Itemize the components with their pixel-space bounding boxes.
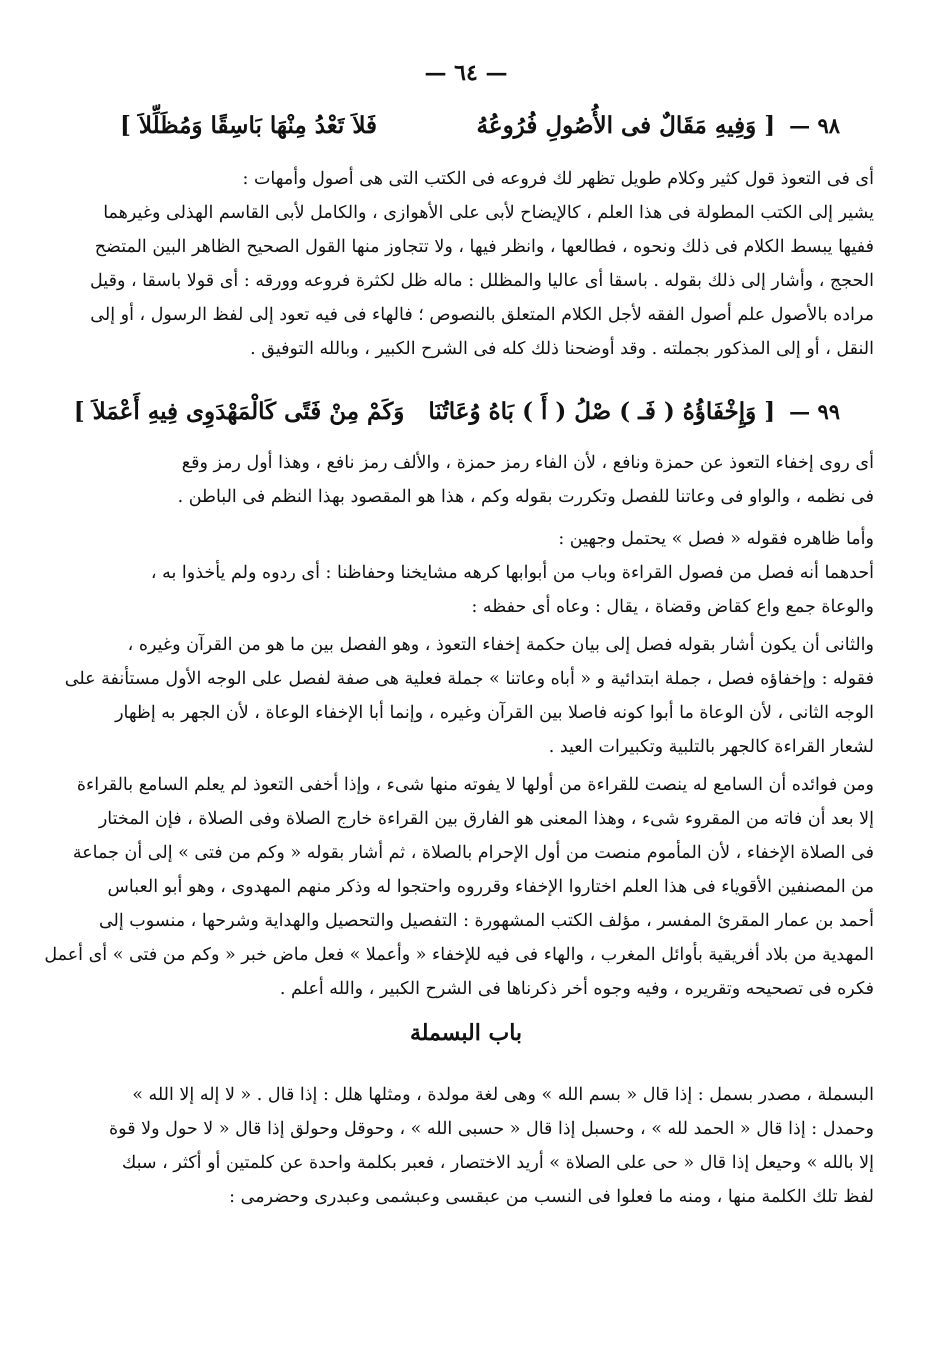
verse-98 (120, 112, 840, 139)
section-heading: باب البسملة (409, 1020, 523, 1046)
text-line: النقل ، أو إلى المذكور بجملته . وقد أوضحنا ذلك كله فى الشرح الكبير ، وبالله التوفيق . (250, 339, 874, 359)
text-line: المهدية من بلاد أفريقية بأوائل المغرب ، والهاء فى فيه للإخفاء « وأعملا » فعل ماض خبر « وكم من فتى » أى أعمل (44, 945, 874, 965)
text-line: من المصنفين الأقوياء فى هذا العلم اختاروا الإخفاء وقرروه واحتجوا له وذكر منهم المهدوى ، وهو أبو العباس (107, 877, 874, 897)
text-line: وأما ظاهره فقوله « فصل » يحتمل وجهين : (558, 529, 874, 549)
text-line: والوعاة جمع واع كقاض وقضاة ، يقال : وعاه أى حفظه : (471, 597, 874, 617)
page-number: — ٦٤ — (424, 60, 508, 86)
verse-hemistich-second: وَكَمْ مِنْ فَتًى كَالْمَهْدَوِى فِيهِ أَعْمَلاَ ] (73, 398, 405, 425)
text-line: الوجه الثانى ، لأن الوعاة ما أبوا كونه فاصلا بين القرآن وغيره ، وإنما أبا الإخفاء الوعاة ، لأن الجهر به إظهار (115, 703, 874, 723)
verse-number: ٩٨ — (789, 113, 840, 138)
text-line: والثانى أن يكون أشار بقوله فصل إلى بيان حكمة إخفاء التعوذ ، وهو الفصل بين ما هو من القرآن وغيره ، (127, 635, 874, 655)
verse-text (74, 398, 775, 425)
text-line: فى الصلاة الإخفاء ، لأن المأموم منصت من أول الإحرام بالصلاة ، ثم أشار بقوله « وكم من فتى » إلى أن جماعة (72, 843, 874, 863)
verse-hemistich-second: فَلاَ تَعْدُ مِنْهَا بَاسِقًا وَمُظَلِّلاَ ] (120, 112, 378, 139)
text-line: أحمد بن عمار المقرئ المفسر ، مؤلف الكتب المشهورة : التفصيل والتحصيل والهداية وشرحها ، منسوب إلى (98, 911, 874, 931)
text-line: أى روى إخفاء التعوذ عن حمزة ونافع ، لأن الفاء رمز حمزة ، والألف رمز نافع ، وهذا أول رمز وقع (181, 453, 874, 473)
commentary-verse-98 (42, 162, 874, 366)
text-line: إلا بالله » وحيعل إذا قال « حى على الصلاة » أريد الاختصار ، فعبر بكلمة واحدة عن كلمتين أو أكثر ، سبك (121, 1153, 874, 1173)
verse-99 (73, 398, 840, 425)
text-line: لفظ تلك الكلمة منها ، ومنه ما فعلوا فى النسب من عبقسى وعبشمى وعبدرى وحضرمى : (229, 1187, 874, 1207)
text-line: ومن فوائده أن السامع له ينصت للقراءة من أولها لا يفوته منها شىء ، وإذا أخفى التعوذ لم يعلم السامع بالقراءة (76, 775, 874, 795)
verse-hemistich-first: [ وَفِيهِ مَقَالٌ فى الأُصُولِ فُرُوعُهُ (476, 112, 776, 139)
apparent-meaning-paragraph (42, 522, 874, 624)
text-line: فكره فى تصحيحه وتقريره ، وفيه وجوه أخر ذكرناها فى الشرح الكبير ، والله أعلم . (279, 979, 874, 999)
text-line: إلا بعد أن فاته من المقروء شىء ، وهذا المعنى هو الفارق بين القراءة خارج الصلاة وفى الصلاة ، فإن المختار (98, 809, 874, 829)
text-line: البسملة ، مصدر بسمل : إذا قال « بسم الله » وهى لغة مولدة ، ومثلها هلل : إذا قال . « لا إله إلا الله » (132, 1085, 874, 1105)
text-line: مراده بالأصول علم أصول الفقه لأجل الكلام المتعلق بالنصوص ؛ فالهاء فى فيه تعود إلى لفظ الرسول ، أو إلى (90, 305, 874, 325)
text-line: فى نظمه ، والواو فى وعاتنا للفصل وتكررت بقوله وكم ، هذا هو المقصود بهذا النظم فى الباطن . (177, 487, 874, 507)
text-line: ففيها يبسط الكلام فى ذلك ونحوه ، فطالعها ، وانظر فيها ، ولا تتجاوز منها القول الصحيح الظاهر البين المتضح (94, 237, 874, 257)
benefits-paragraph (42, 768, 874, 1006)
text-line: يشير إلى الكتب المطولة فى هذا العلم ، كالإيضاح لأبى على الأهوازى ، والكامل لأبى القاسم الهذلى وغيرهما (103, 203, 874, 223)
verse-hemistich-first: [ وَإِخْفَاؤُهُ ( فَـ ) صْلُ ( أَ ) بَاهُ وُعَاتُنَا (428, 398, 776, 425)
text-line: الحجج ، وأشار إلى ذلك بقوله . باسقا أى عاليا والمظلل : ماله ظل لكثرة فروعه وورقه : أى قولا باسقا ، وقيل (90, 271, 874, 291)
second-meaning-paragraph (42, 628, 874, 764)
text-line: أى فى التعوذ قول كثير وكلام طويل تظهر لك فروعه فى الكتب التى هى أصول وأمهات : (242, 169, 874, 189)
text-line: أحدهما أنه فصل من فصول القراءة وباب من أبوابها كرهه مشايخنا وحفاظنا : أى ردوه ولم يأخذوا به ، (150, 563, 874, 583)
text-line: لشعار القراءة كالجهر بالتلبية وتكبيرات العيد . (548, 737, 874, 757)
verse-text (120, 112, 775, 139)
verse-number: ٩٩ — (789, 399, 840, 424)
text-line: وحمدل : إذا قال « الحمد لله » ، وحسبل إذا قال « حسبى الله » ، وحوقل وحولق إذا قال « لا حول ولا قوة (109, 1119, 874, 1139)
basmala-paragraph (42, 1078, 874, 1214)
commentary-verse-99 (42, 446, 874, 514)
text-line: فقوله : وإخفاؤه فصل ، جملة ابتدائية و « أباه وعاتنا » جملة فعلية هى صفة لفصل على الوجه الأول مستأنفة على (64, 669, 874, 689)
